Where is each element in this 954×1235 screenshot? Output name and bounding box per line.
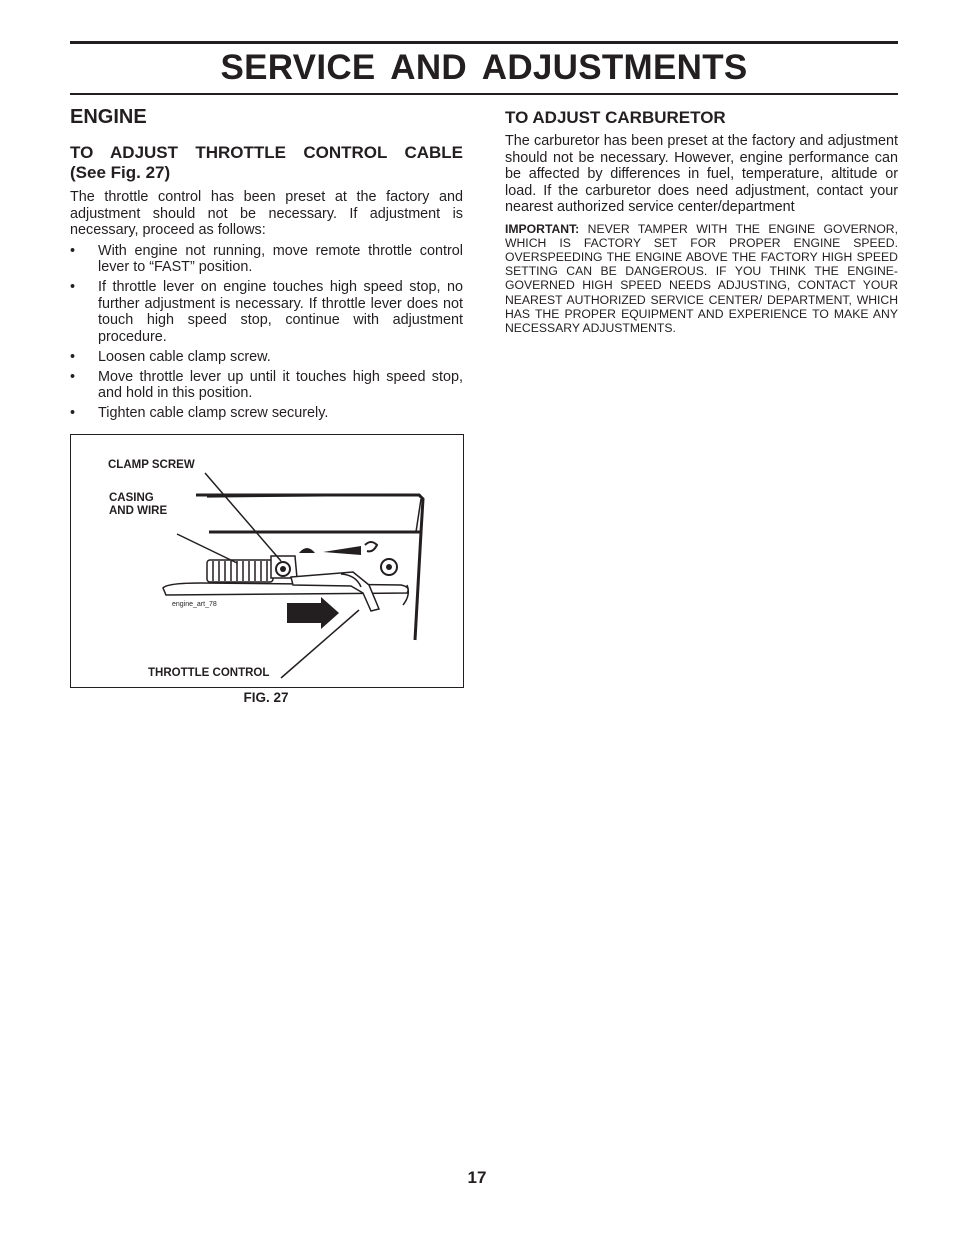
art-id: engine_art_78: [172, 601, 217, 608]
page-title: SERVICE AND ADJUSTMENTS: [220, 48, 748, 87]
important-text: NEVER TAMPER WITH THE ENGINE GOVERNOR, WHICH IS FACTORY SET FOR PROPER ENGINE SPEED. OVERSPEEDING THE ENGINE ABOVE THE FACTORY HIGH SPEED SETTING CAN BE DANGEROUS. IF YOU THINK THE ENGINE-GOVERNED HIGH SPEED NEEDS ADJUSTING, CONTACT YOUR NEAREST AUTHORIZED SERVICE CENTER/ DEPARTMENT, WHICH HAS THE PROPER EQUIPMENT AND EXPERIENCE TO MAKE ANY NECESSARY ADJUSTMENTS.: [505, 221, 898, 335]
section-title-engine: ENGINE: [70, 106, 147, 128]
label-casing: CASING: [109, 492, 154, 504]
header-rule-bottom: [70, 93, 898, 95]
throttle-illustration: [71, 435, 463, 687]
throttle-heading-line1: TO ADJUST THROTTLE CONTROL CABLE: [70, 143, 463, 162]
header-rule-top: [70, 41, 898, 44]
step-text: Move throttle lever up until it touches high speed stop, and hold in this position.: [98, 368, 463, 401]
important-notice: [505, 222, 898, 336]
list-item: [70, 369, 463, 402]
step-text: Loosen cable clamp screw.: [98, 348, 271, 365]
bullet-icon: •: [70, 242, 76, 259]
throttle-steps-list: [70, 243, 463, 422]
bullet-icon: •: [70, 405, 76, 421]
arrow-right-icon: [287, 597, 339, 629]
speed-wedge-icon: [323, 546, 361, 555]
spring-icon: [207, 560, 273, 582]
carburetor-heading: TO ADJUST CARBURETOR: [505, 108, 726, 127]
figure-caption: FIG. 27: [243, 690, 289, 705]
list-item: [70, 243, 463, 276]
left-column: [70, 103, 463, 425]
housing-side: [415, 532, 421, 640]
list-item: [70, 349, 463, 366]
step-text: If throttle lever on engine touches high speed stop, no further adjustment is necessary. If throttle lever does not touch high speed stop, continue with adjustment procedure.: [98, 279, 463, 345]
throttle-heading: [70, 143, 463, 183]
figure-27: [70, 434, 464, 688]
clamp-screw-center: [280, 566, 286, 572]
step-text: With engine not running, move remote throttle control lever to “FAST” position.: [98, 242, 463, 275]
leader-clamp-screw: [205, 473, 281, 561]
throttle-heading-line2: (See Fig. 27): [70, 163, 171, 182]
label-clamp-screw: CLAMP SCREW: [108, 459, 195, 471]
list-item: [70, 405, 463, 422]
important-label: IMPORTANT:: [505, 221, 580, 236]
stop-center: [386, 564, 392, 570]
bullet-icon: •: [70, 368, 76, 385]
carburetor-body: The carburetor has been preset at the factory and adjustment should not be necessary. However, engine performance can be affected by differences in fuel, temperature, altitude or load. If the carburetor does need adjustment, contact your nearest authorized service center/department: [505, 133, 898, 215]
label-throttle-control: THROTTLE CONTROL: [148, 667, 270, 679]
leader-casing: [177, 534, 237, 563]
rabbit-icon: [365, 542, 377, 551]
throttle-intro: The throttle control has been preset at the factory and adjustment should not be necessary. If adjustment is necessary, proceed as follows:: [70, 189, 463, 238]
right-column: [505, 108, 898, 335]
turtle-icon: [299, 548, 315, 553]
label-and-wire: AND WIRE: [109, 505, 168, 517]
engine-housing-top: [196, 495, 423, 532]
step-text: Tighten cable clamp screw securely.: [98, 405, 329, 421]
list-item: [70, 279, 463, 345]
page-number: 17: [467, 1168, 487, 1187]
bullet-icon: •: [70, 279, 76, 295]
bullet-icon: •: [70, 348, 76, 365]
